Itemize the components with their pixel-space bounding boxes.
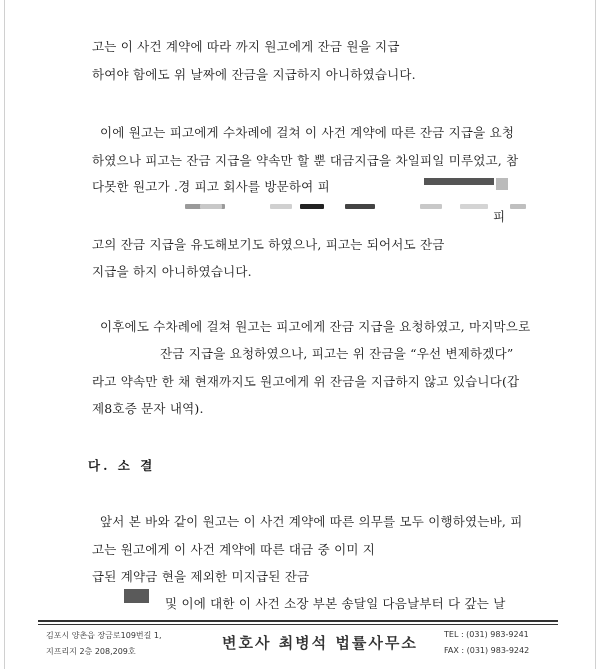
body-line-2: 하여야 함에도 위 날짜에 잔금을 지급하지 아니하였습니다. <box>92 67 416 82</box>
redaction-mark <box>510 204 526 209</box>
page-border-right <box>595 0 596 669</box>
body-line-6: 피 <box>493 209 506 224</box>
redaction-mark <box>420 204 442 209</box>
redaction-mark <box>496 178 508 190</box>
body-line-9: 이후에도 수차례에 걸쳐 원고는 피고에게 잔금 지급을 요청하였고, 마지막으로 <box>100 319 531 334</box>
body-line-3: 이에 원고는 피고에게 수차례에 걸쳐 이 사건 계약에 따른 잔금 지급을 요청 <box>100 125 515 140</box>
body-line-7: 고의 잔금 지급을 유도해보기도 하였으나, 피고는 되어서도 잔금 <box>92 237 445 252</box>
body-line-13: 앞서 본 바와 같이 원고는 이 사건 계약에 따른 의무를 모두 이행하였는바, 피 <box>100 514 523 529</box>
body-line-4: 하였으나 피고는 잔금 지급을 약속만 할 뿐 대금지급을 차일피일 미루었고, 참 <box>92 153 519 168</box>
redaction-mark <box>460 204 488 209</box>
page-border-left <box>4 0 5 669</box>
body-line-14: 고는 원고에게 이 사건 계약에 따른 대금 중 이미 지 <box>92 542 376 557</box>
body-line-5: 다못한 원고가 .경 피고 회사를 방문하여 피 <box>92 179 330 194</box>
footer-fax: FAX : (031) 983-9242 <box>444 646 530 655</box>
body-line-10: 잔금 지급을 요청하였으나, 피고는 위 잔금을 “우선 변제하겠다” <box>160 346 514 361</box>
redaction-mark <box>424 178 494 185</box>
section-heading: 다. 소 결 <box>88 458 156 473</box>
redaction-mark <box>124 589 149 603</box>
body-line-11: 라고 약속만 한 채 현재까지도 원고에게 위 잔금을 지급하지 않고 있습니다(갑 <box>92 374 520 389</box>
body-line-8: 지급을 하지 아니하였습니다. <box>92 264 252 279</box>
footer-firm-name: 변호사 최병석 법률사무소 <box>222 634 418 652</box>
footer-tel: TEL : (031) 983-9241 <box>444 630 529 639</box>
footer-address-line2: 지프리지 2층 208,209호 <box>46 647 136 656</box>
redaction-mark <box>200 204 222 209</box>
footer-rule <box>38 624 558 625</box>
body-line-16: 및 이에 대한 이 사건 소장 부본 송달일 다음날부터 다 갚는 날 <box>165 596 506 611</box>
body-line-15: 급된 계약금 현을 제외한 미지급된 잔금 <box>92 569 310 584</box>
body-line-12: 제8호증 문자 내역). <box>92 401 204 416</box>
footer-address-line1: 김포시 양촌읍 장금로109번길 1, <box>46 631 162 640</box>
redaction-mark <box>345 204 375 209</box>
footer-rule <box>38 620 558 622</box>
redaction-mark <box>270 204 292 209</box>
redaction-mark <box>300 204 324 209</box>
body-line-1: 고는 이 사건 계약에 따라 까지 원고에게 잔금 원을 지급 <box>92 39 400 54</box>
